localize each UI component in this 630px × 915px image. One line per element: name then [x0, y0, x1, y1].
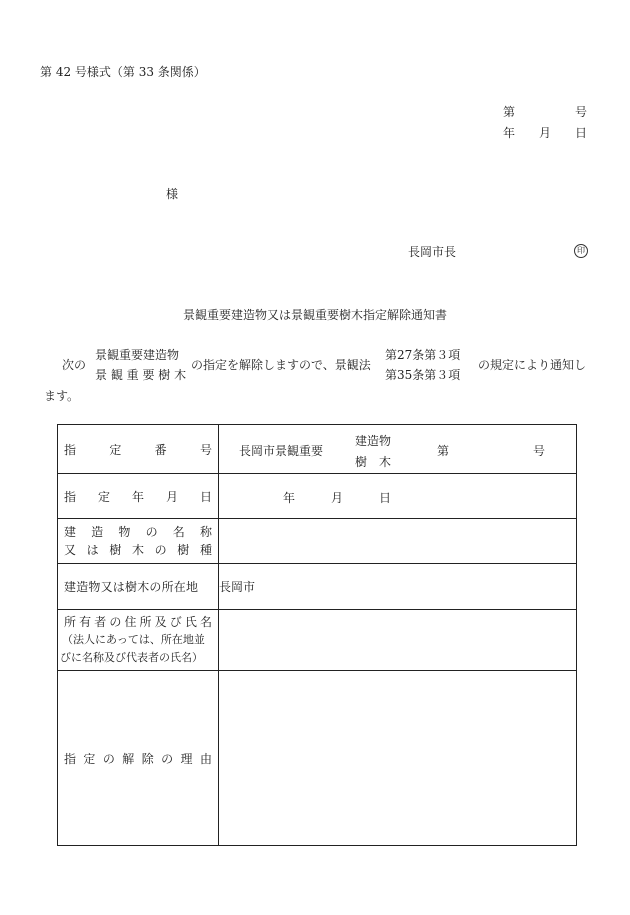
article-building: 第27条第３項	[385, 348, 461, 362]
issuer-title: 長岡市長	[408, 245, 457, 259]
date-day: 日	[574, 126, 587, 140]
body-suffix: の規定により通知し	[478, 358, 587, 372]
designation-no-suffix: 号	[533, 443, 546, 458]
row-designation-date	[58, 474, 577, 519]
row-location	[58, 564, 577, 610]
option-building-short: 建造物	[355, 433, 392, 448]
label-cell	[58, 564, 219, 610]
label-cell	[58, 474, 219, 519]
row-name-species	[58, 519, 577, 564]
label-cell	[58, 610, 219, 671]
value-location[interactable]: 長岡市	[219, 564, 577, 610]
designation-year: 年	[283, 490, 296, 505]
label-designation-date: 指 定 年 月 日	[64, 489, 212, 504]
date-year: 年	[503, 126, 516, 140]
designation-prefix: 長岡市景観重要	[239, 443, 324, 458]
notice-number-line	[503, 103, 587, 120]
number-suffix: 号	[574, 105, 587, 119]
label-owner: 所 有 者 の 住 所 及 び 氏 名 （法人にあっては、所在地並 びに名称及び代表者の氏名）	[60, 615, 212, 664]
row-owner	[58, 610, 577, 671]
label-cell	[58, 671, 219, 846]
label-reason: 指 定 の 解 除 の 理 由	[64, 751, 212, 766]
designation-table	[57, 424, 577, 846]
notice-date-line	[503, 124, 587, 141]
value-owner[interactable]	[219, 610, 577, 671]
body-prefix: 次の	[62, 358, 87, 372]
option-tree: 景 観 重 要 樹 木	[95, 368, 187, 382]
value-designation-date[interactable]	[219, 474, 577, 519]
body-continuation: ます。	[44, 389, 80, 403]
designation-month: 月	[331, 490, 344, 505]
row-reason	[58, 671, 577, 846]
designation-day: 日	[379, 490, 392, 505]
seal-mark	[574, 242, 588, 258]
designation-no-prefix: 第	[437, 443, 450, 458]
value-name-species[interactable]	[219, 519, 577, 564]
date-month: 月	[538, 126, 551, 140]
option-tree-short: 樹 木	[355, 454, 392, 469]
value-designation-number[interactable]	[219, 425, 577, 474]
label-location: 建造物又は樹木の所在地	[64, 580, 199, 594]
row-designation-number	[58, 425, 577, 474]
label-cell	[58, 519, 219, 564]
body-middle: の指定を解除しますので、景観法	[191, 358, 371, 372]
label-designation-number: 指 定 番 号	[64, 442, 212, 457]
number-prefix: 第	[503, 105, 516, 119]
addressee-suffix: 様	[166, 187, 179, 201]
label-cell	[58, 425, 219, 474]
label-name-species: 建 造 物 の 名 称 又 は 樹 木 の 樹 種	[64, 525, 212, 557]
option-building: 景観重要建造物	[95, 348, 180, 362]
article-tree: 第35条第３項	[385, 368, 461, 382]
seal-icon: 印	[574, 244, 588, 258]
document-title: 景観重要建造物又は景観重要樹木指定解除通知書	[182, 308, 447, 322]
form-number: 第 42 号様式（第 33 条関係）	[40, 65, 206, 79]
value-reason[interactable]	[219, 671, 577, 846]
